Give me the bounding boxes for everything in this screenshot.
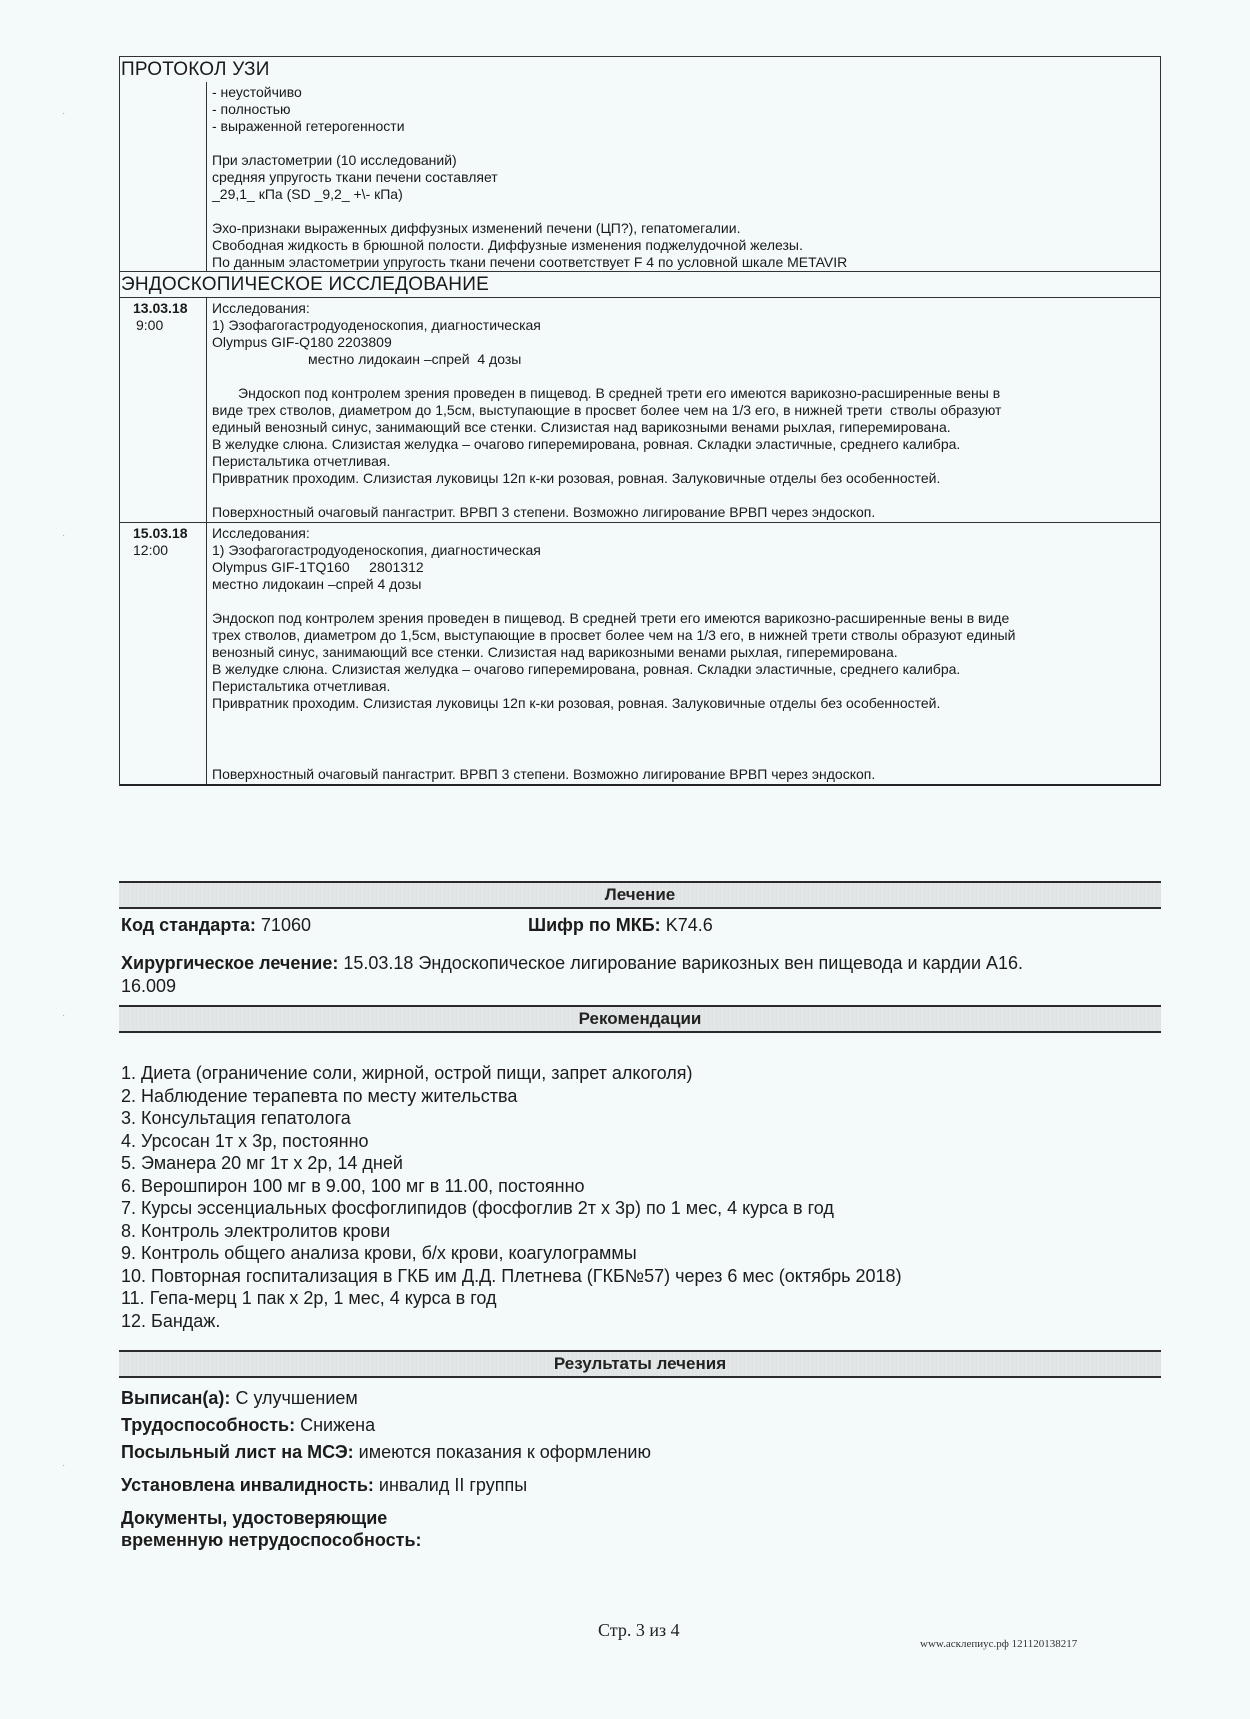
discharged-field — [121, 1387, 358, 1409]
surgical-treatment-label: Хирургическое лечение: — [121, 953, 339, 973]
endoscopy-time: 9:00 — [136, 317, 164, 333]
disability-label: Установлена инвалидность: — [121, 1475, 374, 1495]
recommendations-list — [121, 1062, 902, 1332]
recommendation-item: 5. Эманера 20 мг 1т х 2р, 14 дней — [121, 1153, 403, 1173]
treatment-section-title: Лечение — [119, 881, 1161, 909]
surgical-treatment-value-cont: 16.009 — [121, 976, 177, 996]
recommendation-item: 7. Курсы эссенциальных фосфоглипидов (фосфоглив 2т х 3р) по 1 мес, 4 курса в год — [121, 1198, 834, 1218]
surgical-treatment-field — [121, 952, 1023, 974]
findings-line: В желудке слюна. Слизистая желудка – очагово гиперемирована, ровная. Складки эластичные, среднего калибра. — [212, 661, 961, 677]
endoscopy-entry — [120, 298, 1160, 523]
endoscope-model: Olympus GIF-Q180 2203809 — [212, 334, 392, 350]
endoscopy-entry — [120, 523, 1160, 786]
recommendation-item: 11. Гепа-мерц 1 пак х 2р, 1 мес, 4 курса в год — [121, 1288, 497, 1308]
elastometry-value: _29,1_ кПа (SD _9,2_ +\- кПа) — [212, 186, 403, 202]
recommendation-item: 9. Контроль общего анализа крови, б/х крови, коагулограммы — [121, 1243, 637, 1263]
endoscopy-time: 12:00 — [133, 542, 169, 558]
ultrasound-conclusion-line: Свободная жидкость в брюшной полости. Диффузные изменения поджелудочной железы. — [212, 237, 803, 253]
footer-site: www.асклепиус.рф 121120138217 — [920, 1638, 1078, 1650]
ultrasound-date-cell — [120, 82, 207, 271]
work-capacity-value: Снижена — [300, 1415, 376, 1435]
endoscope-model: Olympus GIF-1TQ160 2801312 — [212, 559, 424, 575]
anesthesia-line: местно лидокаин –спрей 4 дозы — [308, 351, 522, 367]
mse-label: Посыльный лист на МСЭ: — [121, 1442, 354, 1462]
recommendations-section-title: Рекомендации — [119, 1005, 1161, 1033]
endoscopy-header-line: Исследования: — [212, 525, 310, 541]
ultrasound-section-title: ПРОТОКОЛ УЗИ — [121, 59, 270, 80]
surgical-treatment-value: 15.03.18 Эндоскопическое лигирование варикозных вен пищевода и кардии A16. — [343, 953, 1024, 973]
work-capacity-label: Трудоспособность: — [121, 1415, 296, 1435]
endoscopy-header-line: Исследования: — [212, 300, 310, 316]
discharged-label: Выписан(а): — [121, 1388, 231, 1408]
protocol-table — [119, 56, 1161, 786]
endoscopy-header-line: 1) Эзофагогастродуоденоскопия, диагностическая — [212, 317, 541, 333]
icd-code-field — [528, 914, 713, 936]
ultrasound-line: - полностью — [212, 101, 291, 117]
mse-value: имеются показания к оформлению — [358, 1442, 651, 1462]
recommendation-item: 3. Консультация гепатолога — [121, 1108, 351, 1128]
recommendation-item: 8. Контроль электролитов крови — [121, 1220, 391, 1241]
recommendation-item: 12. Бандаж. — [121, 1310, 221, 1331]
elastometry-line: При эластометрии (10 исследований) — [212, 152, 457, 168]
scan-speck: · — [62, 108, 66, 119]
findings-line: единый венозный синус, занимающий все стенки. Слизистая над варикозными венами рыхлая, гиперемирована. — [212, 419, 951, 435]
endoscopy-conclusion: Поверхностный очаговый пангастрит. ВРВП 3 степени. Возможно лигирование ВРВП через эндоскоп. — [212, 504, 876, 520]
endoscopy-date-cell — [120, 523, 207, 784]
anesthesia-line: местно лидокаин –спрей 4 дозы — [212, 576, 422, 592]
icd-code-value: K74.6 — [665, 915, 713, 935]
endoscopy-body — [207, 523, 1160, 784]
results-section-title: Результаты лечения — [119, 1350, 1161, 1378]
recommendation-item: 1. Диета (ограничение соли, жирной, острой пищи, запрет алкоголя) — [121, 1063, 693, 1083]
endoscopy-date: 15.03.18 — [133, 525, 188, 541]
discharged-value: С улучшением — [235, 1388, 358, 1408]
mse-field — [121, 1441, 651, 1463]
documents-label-line2: временную нетрудоспособность: — [121, 1530, 422, 1550]
endoscopy-body — [207, 298, 1160, 522]
findings-line: Перистальтика отчетливая. — [212, 453, 391, 469]
standard-code-label: Код стандарта: — [121, 915, 256, 935]
documents-label-line1: Документы, удостоверяющие — [121, 1508, 388, 1528]
recommendation-item: 2. Наблюдение терапевта по месту жительства — [121, 1085, 518, 1106]
recommendation-item: 10. Повторная госпитализация в ГКБ им Д.Д. Плетнева (ГКБ№57) через 6 мес (октябрь 2018) — [121, 1265, 902, 1286]
ultrasound-line: - неустойчиво — [212, 84, 302, 100]
scan-speck: · — [62, 530, 66, 541]
scan-speck: · — [62, 1460, 66, 1471]
ultrasound-row — [120, 82, 1160, 272]
disability-field — [121, 1474, 527, 1496]
endoscopy-date-cell — [120, 298, 207, 522]
findings-line: Эндоскоп под контролем зрения проведен в пищевод. В средней трети его имеются варикозно-расширенные вены в виде — [212, 610, 1010, 626]
recommendation-item: 6. Верошпирон 100 мг в 9.00, 100 мг в 11.00, постоянно — [121, 1175, 585, 1196]
disability-value: инвалид II группы — [378, 1475, 528, 1495]
documents-field — [121, 1507, 422, 1551]
ultrasound-conclusion-line: Эхо-признаки выраженных диффузных изменений печени (ЦП?), гепатомегалии. — [212, 220, 741, 236]
ultrasound-body — [207, 82, 1160, 271]
standard-code-value: 71060 — [260, 915, 311, 935]
recommendation-item: 4. Урсосан 1т х 3р, постоянно — [121, 1130, 369, 1151]
elastometry-line: средняя упругость ткани печени составляет — [212, 169, 498, 185]
findings-line: В желудке слюна. Слизистая желудка – очагово гиперемирована, ровная. Складки эластичные, среднего калибра. — [212, 436, 961, 452]
endoscopy-date: 13.03.18 — [133, 300, 188, 316]
standard-code-field — [121, 914, 311, 936]
ultrasound-conclusion-line: По данным эластометрии упругость ткани печени соответствует F 4 по условной шкале METAVIR — [212, 254, 848, 270]
findings-line: Эндоскоп под контролем зрения проведен в пищевод. В средней трети его имеются варикозно-расширенные вены в — [238, 385, 1001, 401]
work-capacity-field — [121, 1414, 375, 1436]
endoscopy-section-title: ЭНДОСКОПИЧЕСКОЕ ИССЛЕДОВАНИЕ — [120, 272, 1160, 298]
icd-code-label: Шифр по МКБ: — [528, 915, 661, 935]
findings-line: трех стволов, диаметром до 1,5см, выступающие в просвет более чем на 1/3 его, в нижней трети стволы образуют единый — [212, 627, 1016, 643]
findings-line: Перистальтика отчетливая. — [212, 678, 391, 694]
endoscopy-conclusion: Поверхностный очаговый пангастрит. ВРВП 3 степени. Возможно лигирование ВРВП через эндоскоп. — [212, 766, 876, 782]
findings-line: венозный синус, занимающий все стенки. Слизистая над варикозными венами рыхлая, гиперемирована. — [212, 644, 898, 660]
page-number: Стр. 3 из 4 — [598, 1620, 680, 1640]
scan-speck: · — [62, 1010, 66, 1021]
findings-line: Привратник проходим. Слизистая луковицы 12п к-ки розовая, ровная. Залуковичные отделы без особенностей. — [212, 470, 941, 486]
ultrasound-line: - выраженной гетерогенности — [212, 118, 405, 134]
findings-line: Привратник проходим. Слизистая луковицы 12п к-ки розовая, ровная. Залуковичные отделы без особенностей. — [212, 695, 941, 711]
findings-line: виде трех стволов, диаметром до 1,5см, выступающие в просвет более чем на 1/3 его, в нижней трети стволы образуют — [212, 402, 1002, 418]
endoscopy-header-line: 1) Эзофагогастродуоденоскопия, диагностическая — [212, 542, 541, 558]
